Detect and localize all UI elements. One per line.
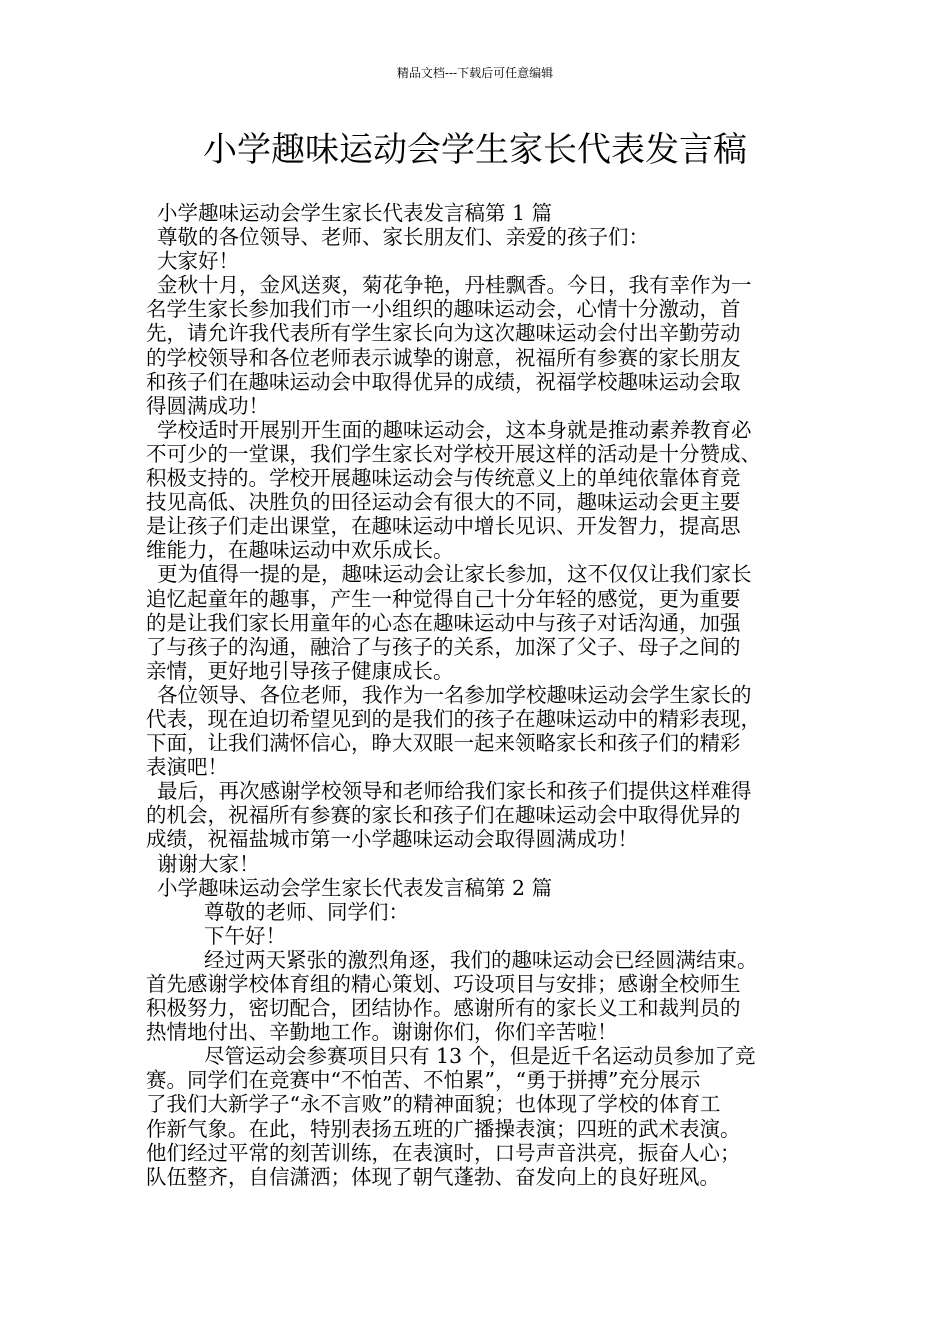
text-line: 小学趣味运动会学生家长代表发言稿第 1 篇 [157, 201, 553, 225]
text-line: 技见高低、决胜负的田径运动会有很大的不同，趣味运动会更主要 [146, 490, 741, 515]
text-line: 积极支持的。学校开展趣味运动会与传统意义上的单纯依靠体育竞 [146, 466, 741, 491]
text-line: 尊敬的各位领导、老师、家长朋友们、亲爱的孩子们： [157, 225, 649, 250]
page-header: 精品文档---下载后可任意编辑 [396, 66, 554, 80]
text-line: 不可少的一堂课，我们学生家长对学校开展这样的活动是十分赞成、 [146, 441, 761, 466]
text-line: 尽管运动会参赛项目只有 13 个，但是近千名运动员参加了竞 [204, 1044, 756, 1069]
text-line: 赛。同学们在竞赛中“不怕苦、不怕累”，“勇于拼搏”充分展示 [146, 1068, 701, 1093]
text-line: 得圆满成功！ [146, 393, 269, 418]
text-line: 下面，让我们满怀信心，睁大双眼一起来领略家长和孩子们的精彩 [146, 731, 741, 756]
text-line: 先，请允许我代表所有学生家长向为这次趣味运动会付出辛勤劳动 [146, 321, 741, 346]
text-line: 了我们大新学子“永不言败”的精神面貌；也体现了学校的体育工 [146, 1092, 721, 1117]
text-line: 谢谢大家！ [157, 851, 260, 876]
text-line: 是让孩子们走出课堂，在趣味运动中增长见识、开发智力，提高思 [146, 514, 741, 539]
text-line: 热情地付出、辛勤地工作。谢谢你们，你们辛苦啦！ [146, 1020, 618, 1045]
text-line: 首先感谢学校体育组的精心策划、巧设项目与安排；感谢全校师生 [146, 972, 741, 996]
text-line: 了与孩子的沟通，融洽了与孩子的关系，加深了父子、母子之间的 [146, 634, 741, 659]
text-line: 最后，再次感谢学校领导和老师给我们家长和孩子们提供这样难得 [157, 779, 752, 804]
text-line: 下午好！ [204, 923, 286, 948]
text-line: 的是让我们家长用童年的心态在趣味运动中与孩子对话沟通，加强 [146, 610, 741, 635]
text-line: 队伍整齐，自信潇洒；体现了朝气蓬勃、奋发向上的良好班风。 [146, 1164, 720, 1189]
text-line: 他们经过平常的刻苦训练，在表演时，口号声音洪亮，振奋人心； [146, 1140, 741, 1165]
text-line: 表演吧！ [146, 755, 228, 780]
text-line: 作新气象。在此，特别表扬五班的广播操表演；四班的武术表演。 [146, 1116, 741, 1141]
text-line: 的机会，祝福所有参赛的家长和孩子们在趣味运动会中取得优异的 [146, 803, 741, 828]
document-title: 小学趣味运动会学生家长代表发言稿 [203, 130, 747, 170]
text-line: 的学校领导和各位老师表示诚挚的谢意，祝福所有参赛的家长朋友 [146, 345, 741, 370]
document-body [146, 201, 818, 1189]
text-line: 代表，现在迫切希望见到的是我们的孩子在趣味运动中的精彩表现， [146, 706, 761, 731]
text-line: 亲情，更好地引导孩子健康成长。 [146, 658, 454, 683]
text-line: 追忆起童年的趣事，产生一种觉得自己十分年轻的感觉，更为重要 [146, 586, 741, 611]
text-line: 名学生家长参加我们市一小组织的趣味运动会，心情十分激动，首 [146, 297, 741, 322]
text-line: 各位领导、各位老师，我作为一名参加学校趣味运动会学生家长的 [157, 682, 752, 707]
text-line: 尊敬的老师、同学们： [204, 899, 409, 924]
text-line: 更为值得一提的是，趣味运动会让家长参加，这不仅仅让我们家长 [157, 562, 752, 587]
text-line: 和孩子们在趣味运动会中取得优异的成绩，祝福学校趣味运动会取 [146, 369, 741, 394]
text-line: 金秋十月，金风送爽，菊花争艳，丹桂飘香。今日，我有幸作为一 [157, 273, 752, 298]
text-line: 小学趣味运动会学生家长代表发言稿第 2 篇 [157, 875, 553, 900]
text-line: 经过两天紧张的激烈角逐，我们的趣味运动会已经圆满结束。 [204, 947, 758, 972]
text-line: 成绩，祝福盐城市第一小学趣味运动会取得圆满成功！ [146, 827, 638, 852]
text-line: 学校适时开展别开生面的趣味运动会，这本身就是推动素养教育必 [157, 417, 752, 442]
text-line: 维能力，在趣味运动中欢乐成长。 [146, 538, 454, 563]
text-line: 大家好！ [157, 249, 239, 274]
text-line: 积极努力，密切配合，团结协作。感谢所有的家长义工和裁判员的 [146, 996, 741, 1021]
